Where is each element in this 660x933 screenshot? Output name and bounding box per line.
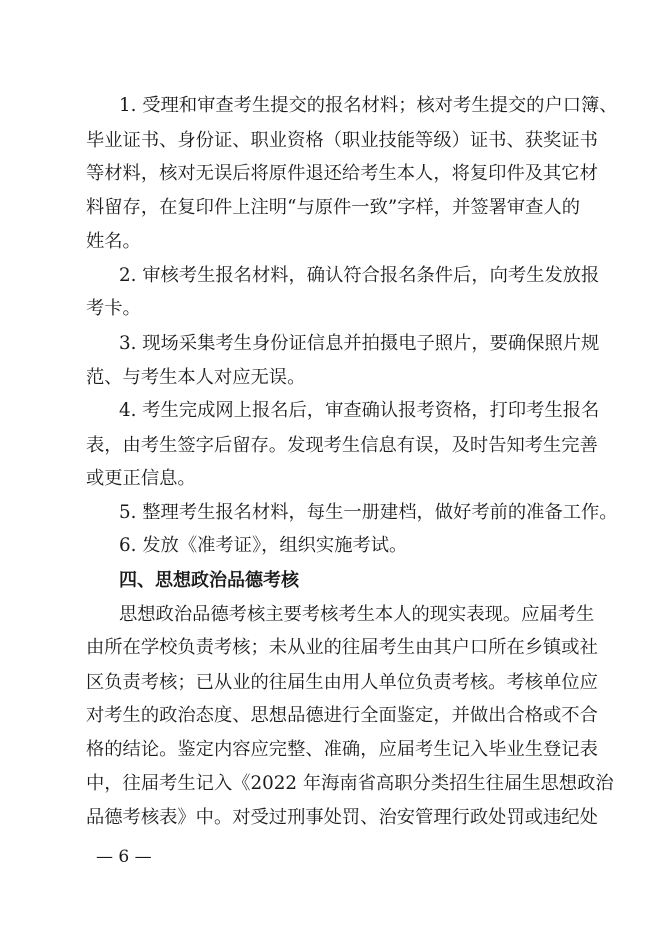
text-line: 毕业证书、身份证、职业资格（职业技能等级）证书、获奖证书 [86, 130, 598, 151]
text-line: 1. 受理和审查考生提交的报名材料；核对考生提交的户口簿、 [119, 95, 618, 116]
text-line: 思想政治品德考核主要考核考生本人的现实表现。应届考生 [119, 604, 595, 625]
text-line: 范、与考生本人对应无误。 [86, 367, 306, 388]
text-line: 4. 考生完成网上报名后，审查确认报考资格，打印考生报名 [119, 400, 600, 421]
text-line: 姓名。 [86, 231, 141, 252]
text-line: 品德考核表》中。对受过刑事处罚、治安管理行政处罚或违纪处 [86, 807, 598, 828]
text-line: 中，往届考生记入《2022 年海南省高职分类招生往届生思想政治 [86, 773, 614, 794]
section-heading: 四、思想政治品德考核 [119, 570, 299, 591]
text-line: 3. 现场采集考生身份证信息并拍摄电子照片，要确保照片规 [119, 333, 600, 354]
text-line: 或更正信息。 [86, 468, 196, 489]
text-line: 5. 整理考生报名材料，每生一册建档，做好考前的准备工作。 [119, 502, 618, 523]
text-line: 表，由考生签字后留存。发现考生信息有误，及时告知考生完善 [86, 435, 598, 456]
text-line: 考卡。 [86, 298, 141, 319]
text-line: 料留存，在复印件上注明“与原件一致”字样，并签署审查人的 [86, 197, 581, 218]
text-line: 格的结论。鉴定内容应完整、准确，应届考生记入毕业生登记表 [86, 739, 598, 760]
text-line: 对考生的政治态度、思想品德进行全面鉴定，并做出合格或不合 [86, 705, 598, 726]
text-line: 由所在学校负责考核；未从业的往届考生由其户口所在乡镇或社 [86, 637, 598, 658]
page-number: — 6 — [96, 847, 152, 867]
text-line: 区负责考核；已从业的往届生由用人单位负责考核。考核单位应 [86, 672, 598, 693]
text-line: 2. 审核考生报名材料，确认符合报名条件后，向考生发放报 [119, 265, 600, 286]
text-line: 6. 发放《准考证》，组织实施考试。 [119, 535, 408, 556]
text-line: 等材料，核对无误后将原件退还给考生本人，将复印件及其它材 [86, 163, 598, 184]
